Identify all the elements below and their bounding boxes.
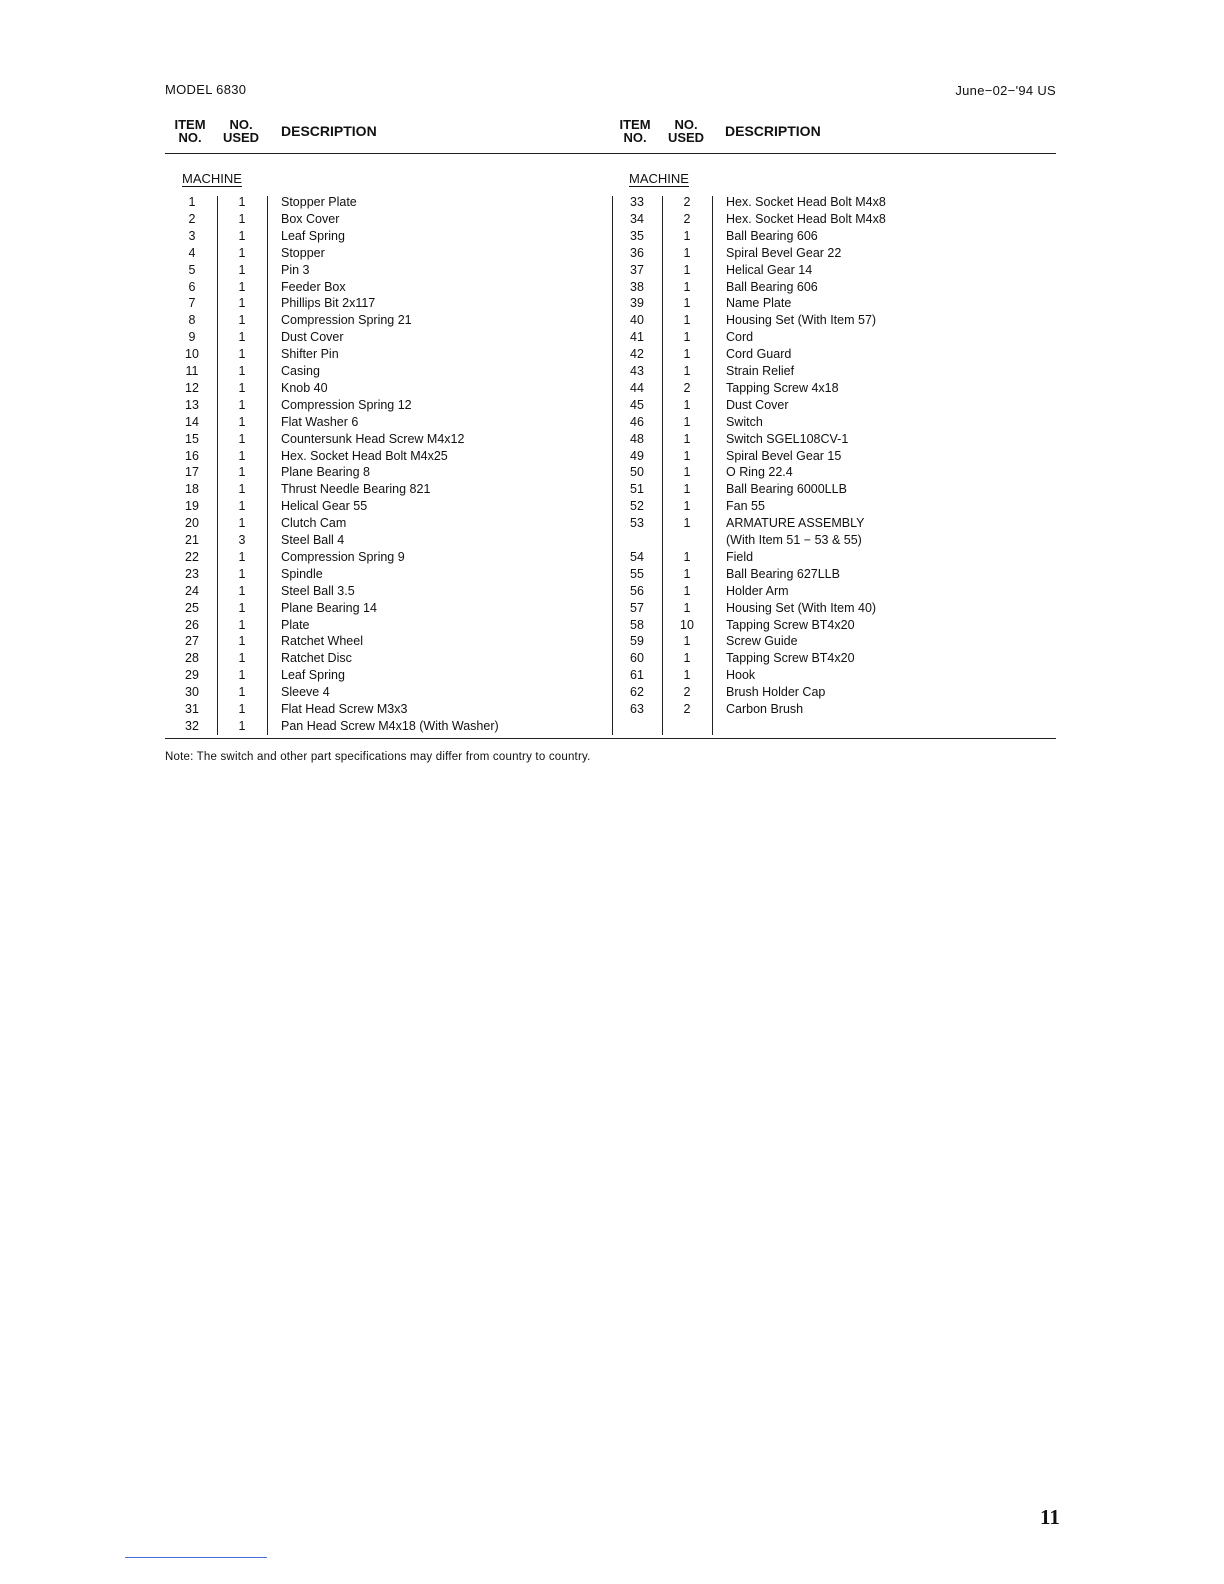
used-header-line1: NO. (229, 117, 253, 132)
page-number: 11 (1040, 1505, 1060, 1529)
no-used-header-left (220, 118, 262, 144)
part-description: Thrust Needle Bearing 821 (281, 482, 431, 497)
part-description: Pin 3 (281, 262, 310, 277)
item-number: 51 (630, 482, 644, 497)
item-number: 18 (185, 482, 199, 497)
item-number: 4 (188, 245, 196, 260)
item-number: 62 (630, 685, 644, 700)
part-description: Shifter Pin (281, 347, 339, 362)
left-separator-1 (217, 196, 218, 735)
item-number: 39 (630, 296, 644, 311)
item-header-line2: NO. (623, 130, 647, 145)
quantity-used: 2 (683, 380, 691, 395)
part-description: Plane Bearing 8 (281, 465, 370, 480)
item-number: 29 (185, 668, 199, 683)
item-number: 24 (185, 583, 199, 598)
part-description: Name Plate (726, 296, 792, 311)
quantity-used: 1 (238, 685, 246, 700)
item-header-line1: ITEM (174, 117, 206, 132)
part-description: Clutch Cam (281, 516, 347, 531)
quantity-used: 1 (683, 549, 691, 564)
item-number: 1 (188, 195, 196, 209)
quantity-used: 1 (238, 262, 246, 277)
part-description: Phillips Bit 2x117 (281, 296, 376, 311)
quantity-used: 1 (238, 279, 246, 294)
quantity-used: 1 (238, 634, 246, 649)
part-description: Countersunk Head Screw M4x12 (281, 431, 465, 446)
part-description: Helical Gear 55 (281, 499, 368, 514)
quantity-used: 1 (238, 600, 246, 615)
quantity-used: 1 (238, 516, 246, 531)
quantity-used: 1 (683, 245, 691, 260)
quantity-used: 1 (683, 296, 691, 311)
part-description: Helical Gear 14 (726, 262, 813, 277)
quantity-used: 1 (238, 566, 246, 581)
part-description: Leaf Spring (281, 228, 345, 243)
item-number: 23 (185, 566, 199, 581)
part-description: Plane Bearing 14 (281, 600, 377, 615)
quantity-used: 1 (683, 347, 691, 362)
part-description: Tapping Screw BT4x20 (726, 651, 855, 666)
quantity-used: 1 (238, 465, 246, 480)
section-label-left: MACHINE (182, 171, 242, 186)
part-description: Feeder Box (281, 279, 346, 294)
header-rule (165, 153, 1056, 154)
quantity-used: 1 (238, 718, 246, 733)
item-number: 13 (185, 397, 199, 412)
item-number: 49 (630, 448, 644, 463)
part-description: Cord Guard (726, 347, 792, 362)
part-description: Housing Set (With Item 57) (726, 313, 877, 328)
left-separator-2 (267, 196, 268, 735)
quantity-used: 1 (238, 296, 246, 311)
quantity-used: 1 (683, 583, 691, 598)
part-description: Spiral Bevel Gear 22 (726, 245, 842, 260)
item-no-header-right (615, 118, 655, 144)
quantity-used: 1 (238, 397, 246, 412)
quantity-used: 1 (683, 448, 691, 463)
item-number: 14 (185, 414, 199, 429)
quantity-used: 1 (238, 583, 246, 598)
used-header-line2: USED (222, 130, 260, 145)
item-number: 57 (630, 600, 644, 615)
quantity-used: 1 (238, 448, 246, 463)
quantity-used: 1 (238, 651, 246, 666)
quantity-used: 1 (683, 228, 691, 243)
quantity-used: 1 (683, 465, 691, 480)
item-number: 38 (630, 279, 644, 294)
quantity-used: 1 (683, 397, 691, 412)
quantity-used: 1 (238, 313, 246, 328)
item-number: 30 (185, 685, 199, 700)
part-description: Dust Cover (726, 397, 789, 412)
part-description: Plate (281, 617, 310, 632)
part-description: Housing Set (With Item 40) (726, 600, 877, 615)
part-description: Spindle (281, 566, 323, 581)
description-header-right: DESCRIPTION (725, 123, 821, 139)
part-description: Spiral Bevel Gear 15 (726, 448, 842, 463)
quantity-used: 1 (683, 651, 691, 666)
part-description: Tapping Screw BT4x20 (726, 617, 855, 632)
quantity-used: 1 (238, 330, 246, 345)
item-number: 40 (630, 313, 644, 328)
part-description: Compression Spring 21 (281, 313, 412, 328)
right-separator-2 (712, 196, 713, 735)
item-number: 5 (188, 262, 196, 277)
item-number: 27 (185, 634, 199, 649)
item-number: 17 (185, 465, 199, 480)
part-description: Pan Head Screw M4x18 (With Washer) (281, 718, 499, 733)
quantity-used: 1 (238, 211, 246, 226)
quantity-used: 1 (238, 499, 246, 514)
quantity-used: 1 (683, 634, 691, 649)
part-description: Flat Washer 6 (281, 414, 359, 429)
item-number: 12 (185, 380, 199, 395)
item-number: 15 (185, 431, 199, 446)
part-description: Ball Bearing 606 (726, 279, 818, 294)
quantity-used: 2 (683, 685, 691, 700)
part-description: Stopper Plate (281, 195, 357, 209)
quantity-used: 2 (683, 211, 691, 226)
item-number: 8 (188, 313, 196, 328)
quantity-used: 1 (683, 414, 691, 429)
item-number: 33 (630, 195, 644, 209)
item-number: 50 (630, 465, 644, 480)
item-number: 41 (630, 330, 644, 345)
item-number: 37 (630, 262, 644, 277)
part-description: Hex. Socket Head Bolt M4x8 (726, 211, 886, 226)
quantity-used: 1 (238, 245, 246, 260)
part-description: ARMATURE ASSEMBLY (726, 516, 865, 531)
item-number: 42 (630, 347, 644, 362)
item-number: 63 (630, 702, 644, 716)
part-description: Fan 55 (726, 499, 765, 514)
part-description: Steel Ball 4 (281, 533, 345, 547)
quantity-used: 1 (683, 482, 691, 497)
quantity-used: 2 (683, 702, 691, 716)
item-number: 20 (185, 516, 199, 531)
part-description: Casing (281, 364, 320, 378)
quantity-used: 10 (680, 617, 694, 632)
part-description: Hook (726, 668, 756, 683)
section-label-right: MACHINE (629, 171, 689, 186)
part-description: Tapping Screw 4x18 (726, 380, 839, 395)
quantity-used: 3 (238, 533, 246, 547)
quantity-used: 1 (683, 516, 691, 531)
item-number: 61 (630, 668, 644, 683)
quantity-used: 1 (683, 566, 691, 581)
item-number: 45 (630, 397, 644, 412)
quantity-used: 1 (238, 702, 246, 716)
part-description: Carbon Brush (726, 702, 804, 716)
quantity-used: 1 (238, 549, 246, 564)
part-description: Screw Guide (726, 634, 798, 649)
part-description: (With Item 51 − 53 & 55) (726, 533, 862, 547)
item-number: 36 (630, 245, 644, 260)
item-number: 44 (630, 380, 644, 395)
item-number: 31 (185, 702, 199, 716)
part-description: Ball Bearing 606 (726, 228, 818, 243)
item-number: 54 (630, 549, 644, 564)
middle-separator (612, 196, 613, 735)
no-used-header-right (665, 118, 707, 144)
part-description: Strain Relief (726, 364, 795, 378)
quantity-used: 1 (683, 313, 691, 328)
part-description: Ratchet Wheel (281, 634, 363, 649)
quantity-used: 1 (683, 262, 691, 277)
footer-link-line (125, 1557, 267, 1558)
part-description: Ball Bearing 6000LLB (726, 482, 847, 497)
quantity-used: 1 (683, 364, 691, 378)
item-number: 6 (188, 279, 196, 294)
item-no-header-left (170, 118, 210, 144)
item-number: 26 (185, 617, 199, 632)
item-number: 22 (185, 549, 199, 564)
revision-date: June−02−'94 US (955, 83, 1056, 98)
used-header-line2: USED (667, 130, 705, 145)
part-description: Hex. Socket Head Bolt M4x8 (726, 195, 886, 209)
part-description: Knob 40 (281, 380, 328, 395)
part-description: Box Cover (281, 211, 340, 226)
part-description: Field (726, 549, 754, 564)
quantity-used: 1 (683, 668, 691, 683)
quantity-used: 1 (238, 347, 246, 362)
item-header-line1: ITEM (619, 117, 651, 132)
part-description: Compression Spring 9 (281, 549, 405, 564)
item-number: 60 (630, 651, 644, 666)
part-description: Cord (726, 330, 754, 345)
part-description: O Ring 22.4 (726, 465, 793, 480)
part-description: Ratchet Disc (281, 651, 352, 666)
item-number: 59 (630, 634, 644, 649)
item-number: 10 (185, 347, 199, 362)
quantity-used: 1 (683, 330, 691, 345)
item-number: 53 (630, 516, 644, 531)
item-number: 28 (185, 651, 199, 666)
quantity-used: 1 (238, 414, 246, 429)
quantity-used: 1 (238, 431, 246, 446)
quantity-used: 1 (683, 499, 691, 514)
quantity-used: 1 (238, 364, 246, 378)
quantity-used: 1 (683, 431, 691, 446)
part-description: Stopper (281, 245, 325, 260)
part-description: Leaf Spring (281, 668, 345, 683)
item-number: 11 (185, 364, 199, 378)
part-description: Holder Arm (726, 583, 789, 598)
item-number: 58 (630, 617, 644, 632)
item-number: 32 (185, 718, 199, 733)
item-number: 35 (630, 228, 644, 243)
item-number: 56 (630, 583, 644, 598)
quantity-used: 1 (238, 195, 246, 209)
item-number: 48 (630, 431, 644, 446)
quantity-used: 1 (238, 228, 246, 243)
part-description: Brush Holder Cap (726, 685, 826, 700)
item-number: 34 (630, 211, 644, 226)
description-header-left: DESCRIPTION (281, 123, 377, 139)
quantity-used: 1 (238, 482, 246, 497)
quantity-used: 1 (238, 668, 246, 683)
item-number: 55 (630, 566, 644, 581)
part-description: Switch SGEL108CV-1 (726, 431, 849, 446)
part-description: Ball Bearing 627LLB (726, 566, 840, 581)
note-text: Note: The switch and other part specifications may differ from country to country. (165, 751, 591, 763)
part-description: Switch (726, 414, 763, 429)
item-number: 3 (188, 228, 196, 243)
quantity-used: 1 (238, 617, 246, 632)
quantity-used: 2 (683, 195, 691, 209)
quantity-used: 1 (238, 380, 246, 395)
item-number: 16 (185, 448, 199, 463)
item-number: 9 (188, 330, 196, 345)
item-number: 43 (630, 364, 644, 378)
footer-rule (165, 738, 1056, 739)
item-header-line2: NO. (178, 130, 202, 145)
part-description: Dust Cover (281, 330, 344, 345)
used-header-line1: NO. (674, 117, 698, 132)
item-number: 21 (185, 533, 199, 547)
item-number: 25 (185, 600, 199, 615)
part-description: Steel Ball 3.5 (281, 583, 355, 598)
item-number: 46 (630, 414, 644, 429)
quantity-used: 1 (683, 600, 691, 615)
item-number: 2 (188, 211, 196, 226)
item-number: 52 (630, 499, 644, 514)
part-description: Sleeve 4 (281, 685, 330, 700)
quantity-used: 1 (683, 279, 691, 294)
item-number: 19 (185, 499, 199, 514)
part-description: Hex. Socket Head Bolt M4x25 (281, 448, 448, 463)
part-description: Flat Head Screw M3x3 (281, 702, 408, 716)
model-label: MODEL 6830 (165, 82, 247, 97)
right-separator-1 (662, 196, 663, 735)
item-number: 7 (188, 296, 196, 311)
part-description: Compression Spring 12 (281, 397, 412, 412)
